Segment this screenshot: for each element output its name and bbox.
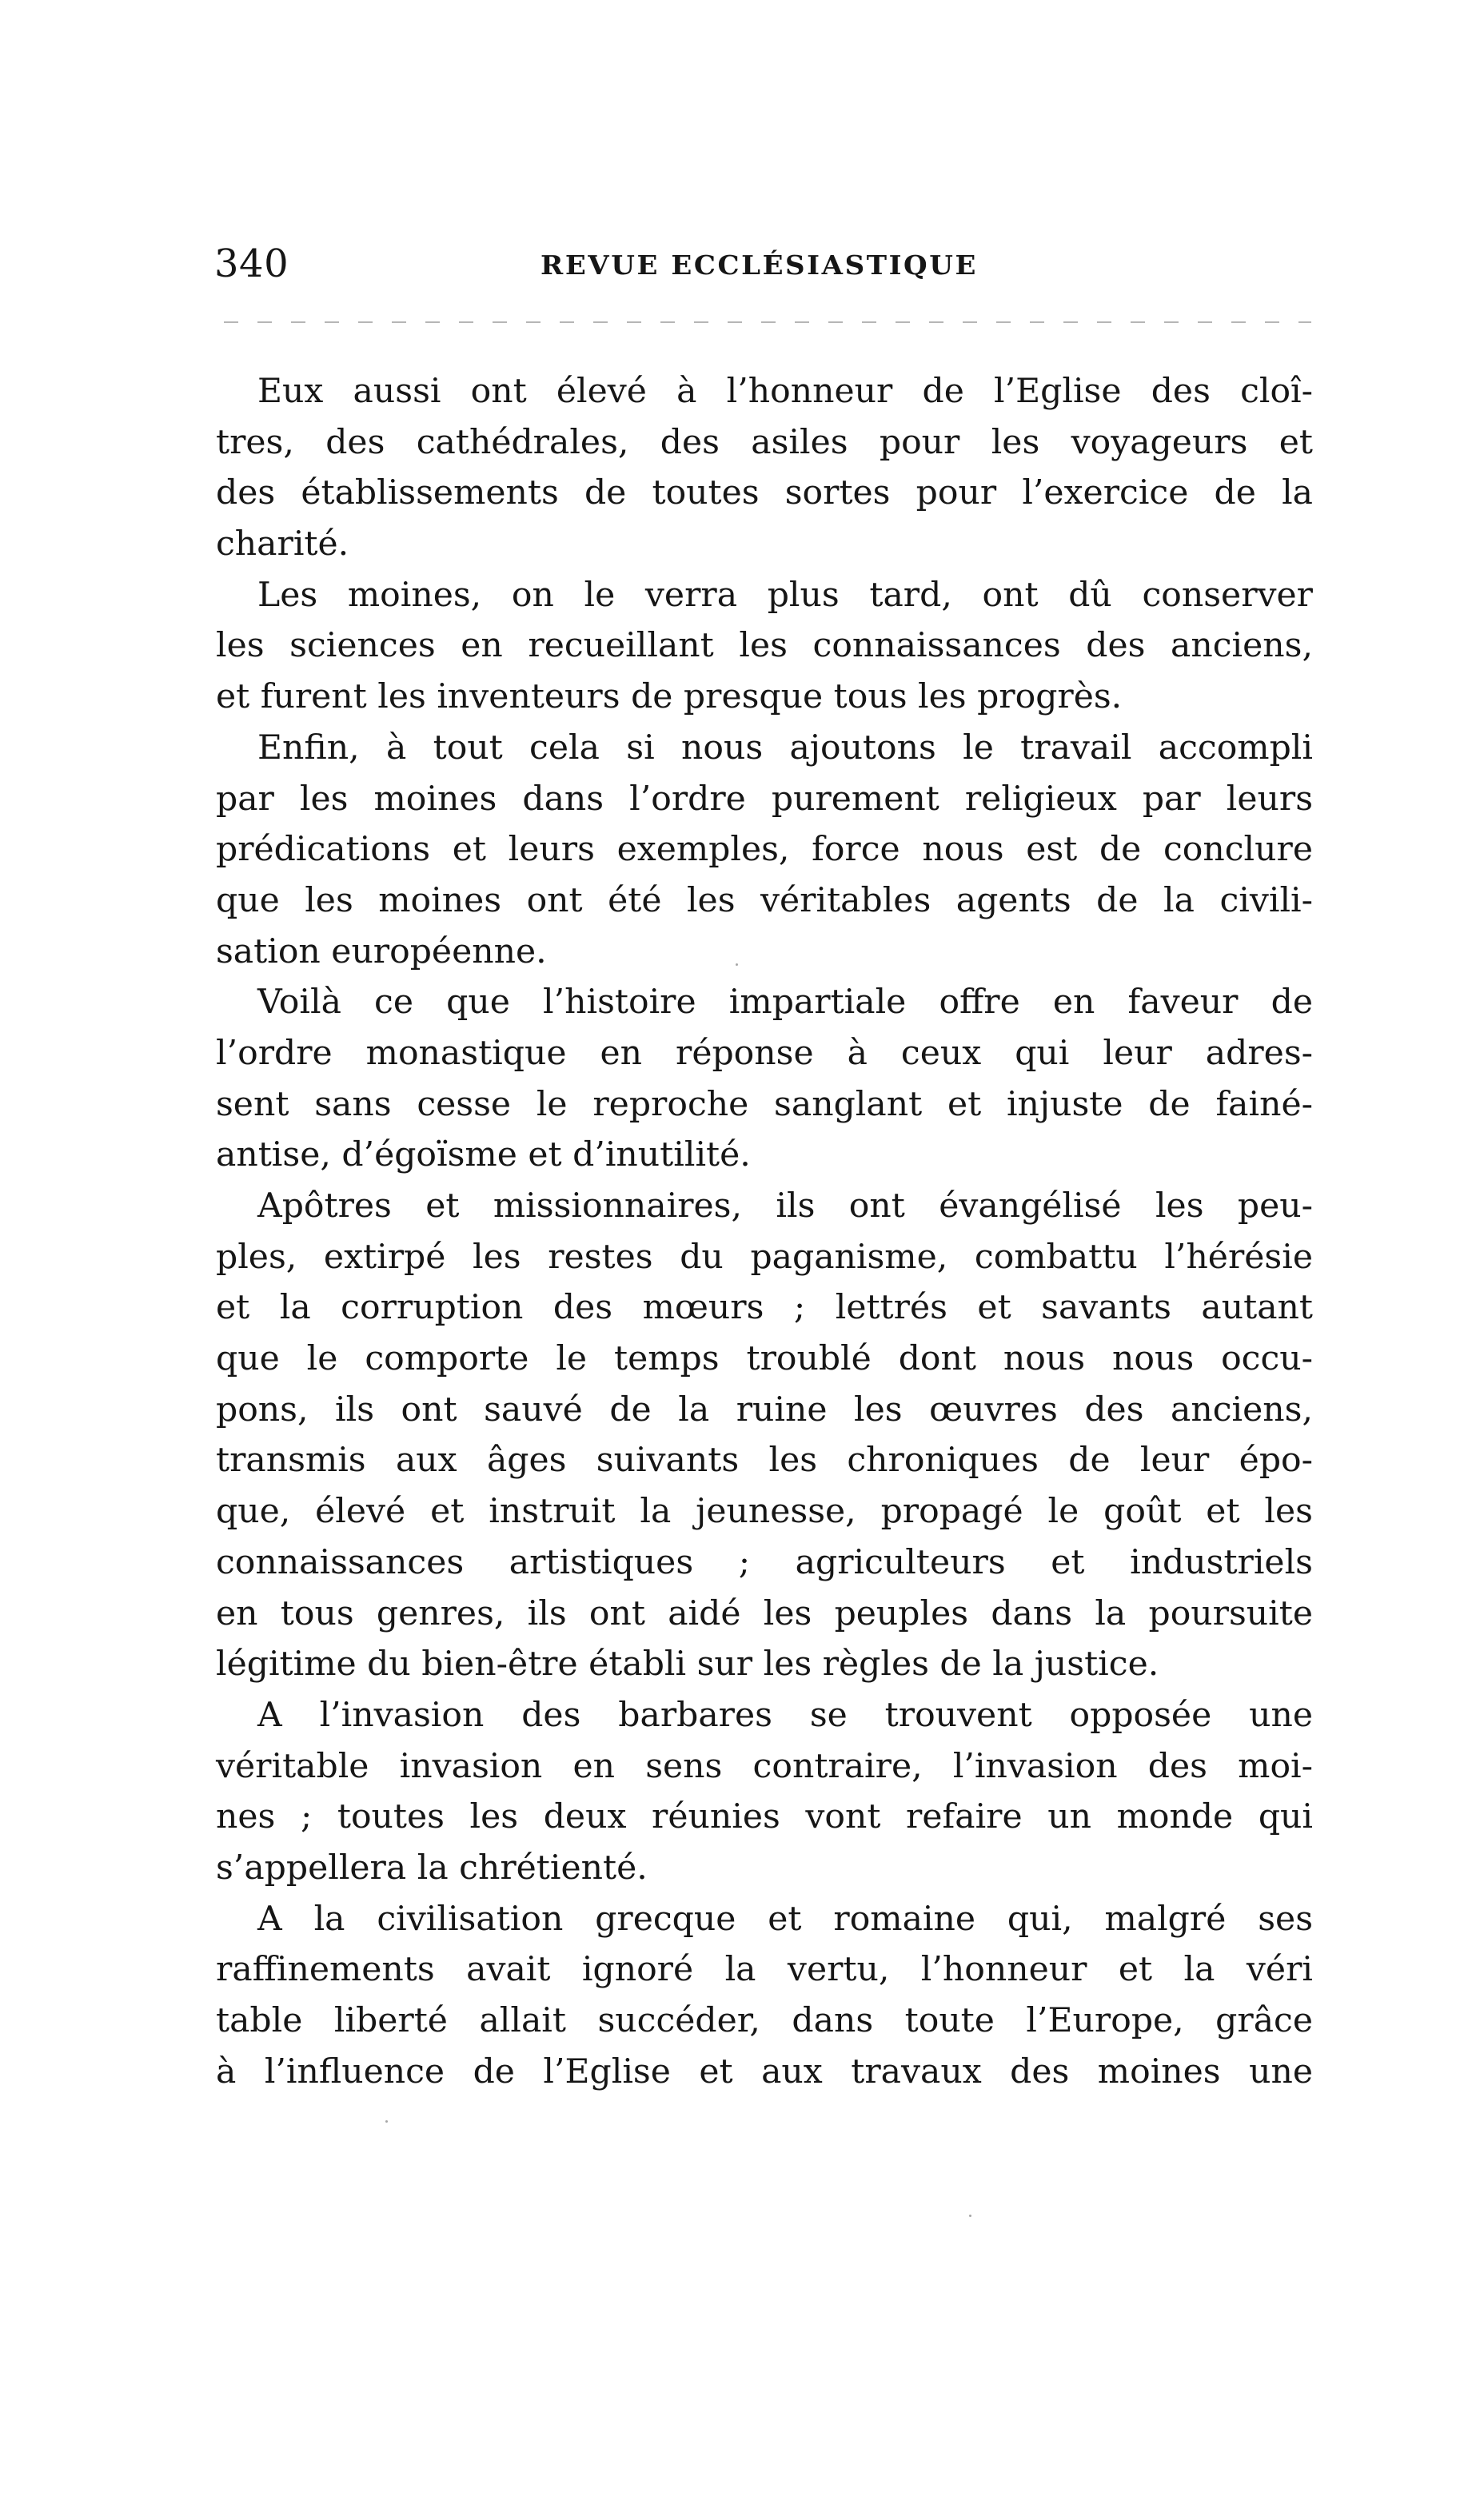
text-line: Eux aussi ont élevé à l’honneur de l’Eglise des cloî-	[257, 372, 1313, 411]
paragraph	[216, 723, 1313, 977]
text-line: l’ordre monastique en réponse à ceux qui leur adres-	[216, 1033, 1313, 1073]
print-speck	[385, 2120, 388, 2123]
text-line: antise, d’égoïsme et d’inutilité.	[216, 1135, 751, 1175]
text-line: prédications et leurs exemples, force nous est de conclure	[216, 830, 1313, 870]
body-text	[216, 366, 1313, 2097]
paragraph	[216, 570, 1313, 723]
text-line: sent sans cesse le reproche sanglant et injuste de fainé-	[216, 1084, 1313, 1124]
paragraph	[216, 1181, 1313, 1690]
text-line: que, élevé et instruit la jeunesse, propagé le goût et les	[216, 1492, 1313, 1532]
text-line: s’appellera la chrétienté.	[216, 1848, 648, 1888]
text-line: sation européenne.	[216, 931, 547, 971]
text-line: tres, des cathédrales, des asiles pour les voyageurs et	[216, 422, 1313, 462]
text-line: nes ; toutes les deux réunies vont refaire un monde qui	[216, 1797, 1313, 1837]
text-line: en tous genres, ils ont aidé les peuples dans la poursuite	[216, 1593, 1313, 1633]
text-line: A la civilisation grecque et romaine qui, malgré ses	[257, 1899, 1313, 1939]
text-line: A l’invasion des barbares se trouvent opposée une	[257, 1695, 1313, 1735]
running-head	[214, 238, 1311, 289]
text-line: raffinements avait ignoré la vertu, l’honneur et la véri	[216, 1950, 1313, 1990]
text-line: connaissances artistiques ; agriculteurs et industriels	[216, 1542, 1313, 1582]
paragraph	[216, 1690, 1313, 1894]
journal-title: REVUE ECCLÉSIASTIQUE	[541, 249, 978, 281]
print-speck	[736, 963, 738, 966]
text-line: Apôtres et missionnaires, ils ont évangélisé les peu-	[257, 1186, 1313, 1226]
paragraph	[216, 1894, 1313, 2098]
text-line: des établissements de toutes sortes pour l’exercice de la	[216, 473, 1313, 513]
text-line: Les moines, on le verra plus tard, ont dû conserver	[257, 575, 1313, 615]
text-line: à l’influence de l’Eglise et aux travaux des moines une	[216, 2051, 1313, 2091]
text-line: ples, extirpé les restes du paganisme, combattu l’hérésie	[216, 1237, 1313, 1277]
text-line: que les moines ont été les véritables agents de la civili-	[216, 880, 1313, 920]
text-line: et la corruption des mœurs ; lettrés et savants autant	[216, 1288, 1313, 1328]
page-number: 340	[214, 241, 289, 286]
text-line: par les moines dans l’ordre purement religieux par leurs	[216, 779, 1313, 819]
text-line: pons, ils ont sauvé de la ruine les œuvres des anciens,	[216, 1390, 1313, 1429]
text-line: transmis aux âges suivants les chroniques de leur épo-	[216, 1441, 1313, 1481]
text-line: les sciences en recueillant les connaissances des anciens,	[216, 626, 1313, 666]
text-line: table liberté allait succéder, dans toute l’Europe, grâce	[216, 2001, 1313, 2040]
paragraph	[216, 977, 1313, 1181]
text-line: Voilà ce que l’histoire impartiale offre en faveur de	[257, 983, 1313, 1023]
header-rule	[224, 321, 1311, 323]
paragraph	[216, 366, 1313, 570]
text-line: que le comporte le temps troublé dont nous nous occu-	[216, 1339, 1313, 1379]
print-speck	[969, 2215, 971, 2217]
text-line: et furent les inventeurs de presque tous les progrès.	[216, 677, 1123, 717]
text-line: légitime du bien-être établi sur les règles de la justice.	[216, 1645, 1159, 1685]
text-line: Enfin, à tout cela si nous ajoutons le travail accompli	[257, 728, 1313, 768]
text-line: véritable invasion en sens contraire, l’invasion des moi-	[216, 1746, 1313, 1786]
text-line: charité.	[216, 524, 349, 564]
